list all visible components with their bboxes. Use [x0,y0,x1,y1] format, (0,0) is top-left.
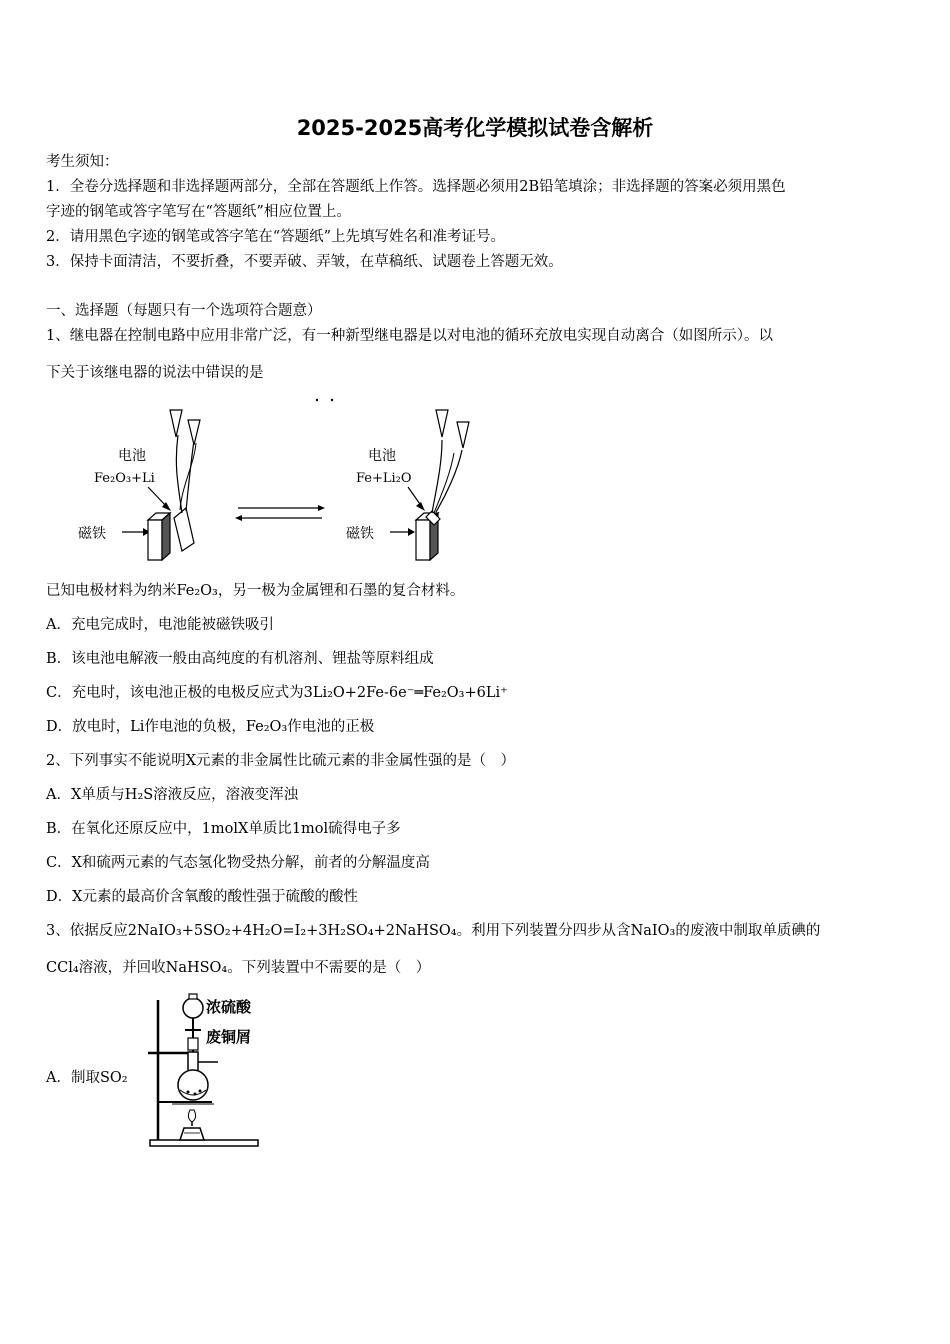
notice-item-1b: 字迹的钢笔或答字笔写在“答题纸”相应位置上。 [46,204,351,220]
relay-battery-figure [70,395,490,570]
notice-item-1a: 1．全卷分选择题和非选择题两部分，全部在答题纸上作答。选择题必须用2B铅笔填涂；非选择题的答案必须用黑色 [46,179,786,195]
fig-right-label: 电池 [368,448,396,464]
section-heading: 一、选择题（每题只有一个选项符合题意） [46,303,322,319]
fig-label-copper: 废铜屑 [206,1028,252,1046]
fig-label-acid: 浓硫酸 [206,998,252,1016]
q1-option-b: B．该电池电解液一般由高纯度的有机溶剂、锂盐等原料组成 [46,651,434,667]
q2-option-a: A．X单质与H₂S溶液反应，溶液变浑浊 [46,787,299,803]
q3-stem-a: 3、依据反应2NaIO₃+5SO₂+4H₂O=I₂+3H₂SO₄+2NaHSO₄。利用下列装置分四步从含NaIO₃的废液中制取单质碘的 [46,923,821,939]
fig-right-magnet: 磁铁 [346,526,374,542]
q1-option-c: C．充电时，该电池正极的电极反应式为3Li₂O+2Fe-6e⁻═Fe₂O₃+6Li⁺ [46,685,508,701]
fig-right-formula: Fe+Li₂O [356,471,412,486]
fig-left-label: 电池 [118,448,146,464]
q1-stem-a: 1、继电器在控制电路中应用非常广泛，有一种新型继电器是以对电池的循环充放电实现自动离合（如图所示）。以 [46,328,773,344]
notice-item-2: 2．请用黑色字迹的钢笔或答字笔在“答题纸”上先填写姓名和准考证号。 [46,229,506,245]
q2-option-b: B．在氧化还原反应中，1molX单质比1mol硫得电子多 [46,821,401,837]
q3-stem-b: CCl₄溶液，并回收NaHSO₄。下列装置中不需要的是（ ） [46,960,431,976]
q2-option-d: D．X元素的最高价含氧酸的酸性强于硫酸的酸性 [46,889,358,905]
q2-stem: 2、下列事实不能说明X元素的非金属性比硫元素的非金属性强的是（ ） [46,753,516,769]
q1-given: 已知电极材料为纳米Fe₂O₃，另一极为金属锂和石墨的复合材料。 [46,583,465,599]
q1-option-d: D．放电时，Li作电池的负极，Fe₂O₃作电池的正极 [46,719,375,735]
page-title: 2025-2025高考化学模拟试卷含解析 [296,116,654,140]
notice-heading: 考生须知： [46,154,119,170]
q3-option-a: A．制取SO₂ [46,1070,128,1086]
q1-option-a: A．充电完成时，电池能被磁铁吸引 [46,617,274,633]
fig-left-magnet: 磁铁 [78,526,106,542]
so2-apparatus-figure [140,990,280,1152]
q1-stem-b: 下关于该继电器的说法中错误的是 [46,365,264,381]
q2-option-c: C．X和硫两元素的气态氢化物受热分解，前者的分解温度高 [46,855,430,871]
fig-left-formula: Fe₂O₃+Li [94,471,155,486]
notice-item-3: 3．保持卡面清洁，不要折叠，不要弄破、弄皱，在草稿纸、试题卷上答题无效。 [46,254,563,270]
